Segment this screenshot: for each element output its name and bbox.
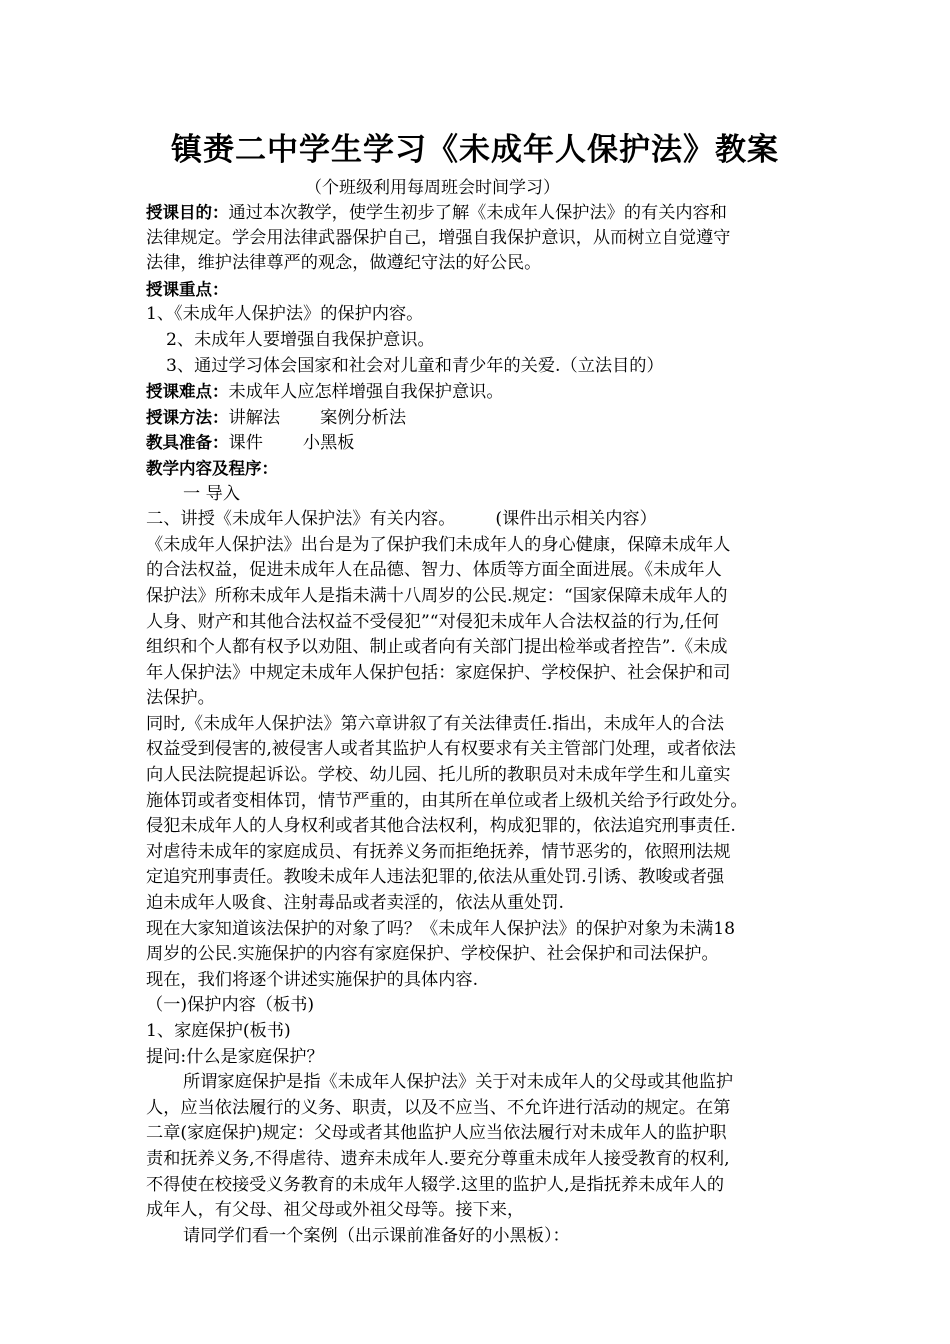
text-line: 迫未成年人吸食、注射毒品或者卖淫的，依法从重处罚. (146, 893, 564, 914)
tools-label: 教具准备： (146, 433, 229, 453)
step-2: 二、讲授《未成年人保护法》有关内容。 (146, 509, 456, 530)
page-title: 镇赉二中学生学习《未成年人保护法》教案 (171, 132, 779, 168)
focus-label: 授课重点： (146, 279, 229, 299)
text-line: 所谓家庭保护是指《未成年人保护法》关于对未成年人的父母或其他监护 (183, 1072, 734, 1093)
subtitle: （个班级利用每周班会时间学习） (305, 178, 560, 198)
text-line: 请同学们看一个案例（出示课前准备好的小黑板）： (183, 1225, 570, 1246)
text-line: 现在大家知道该法保护的对象了吗？《未成年人保护法》的保护对象为未满18 (146, 918, 736, 939)
tools-line (146, 430, 812, 456)
text-line: 法律规定。学会用法律武器保护自己，增强自我保护意识，从而树立自觉遵守 (146, 227, 731, 248)
content-label: 教学内容及程序： (146, 458, 278, 478)
method-1: 讲解法 (228, 407, 281, 428)
purpose-label: 授课目的： (146, 203, 229, 222)
text-line: 法保护。 (146, 688, 215, 709)
focus-item: 2、未成年人要增强自我保护意识。 (166, 329, 435, 350)
text-line: 对虐待未成年的家庭成员、有抚养义务而拒绝抚养，情节恶劣的，依照刑法规 (146, 841, 731, 862)
text-line: 组织和个人都有权予以劝阻、制止或者向有关部门提出检举或者控告”.《未成 (146, 637, 728, 658)
tools-1: 课件 (228, 433, 263, 454)
text-line: 现在，我们将逐个讲述实施保护的具体内容. (146, 969, 479, 990)
text-line: 同时,《未成年人保护法》第六章讲叙了有关法律责任.指出，未成年人的合法 (146, 713, 725, 734)
text-line: 侵犯未成年人的人身权利或者其他合法权利，构成犯罪的，依法追究刑事责任. (146, 816, 736, 837)
method-line (146, 405, 812, 431)
focus-item: 3、通过学习体会国家和社会对儿童和青少年的关爱.（立法目的） (166, 355, 664, 376)
text-line: 人身、财产和其他合法权益不受侵犯”“对侵犯未成年人合法权益的行为,任何 (146, 611, 720, 632)
text-line: 二章(家庭保护)规定：父母或者其他监护人应当依法履行对未成年人的监护职 (146, 1123, 727, 1144)
method-label: 授课方法： (146, 407, 229, 427)
text-line: 责和抚养义务,不得虐待、遗弃未成年人.要充分尊重未成年人接受教育的权利, (146, 1148, 730, 1169)
text-line: 年人保护法》中规定未成年人保护包括：家庭保护、学校保护、社会保护和司 (146, 662, 731, 683)
text-line: 保护法》所称未成年人是指未满十八周岁的公民.规定：“国家保障未成年人的 (146, 585, 728, 606)
difficulty-text: 未成年人应怎样增强自我保护意识。 (228, 382, 504, 403)
difficulty-label: 授课难点： (146, 382, 229, 402)
purpose-line (146, 200, 812, 226)
difficulty-line (146, 379, 812, 405)
focus-item: 1、《未成年人保护法》的保护内容。 (146, 304, 424, 325)
subsection-heading: 1、家庭保护(板书) (146, 1021, 291, 1041)
step-2-line (146, 507, 812, 533)
step-2-note: (课件出示相关内容） (495, 509, 657, 530)
tools-2: 小黑板 (302, 433, 355, 454)
text-line: 成年人，有父母、祖父母或外祖父母等。接下来， (146, 1200, 525, 1221)
text-line: 向人民法院提起诉讼。学校、幼儿园、托儿所的教职员对未成年学生和儿童实 (146, 765, 731, 786)
text-line: 法律，维护法律尊严的观念，做遵纪守法的好公民。 (146, 253, 542, 274)
text-line: 周岁的公民.实施保护的内容有家庭保护、学校保护、社会保护和司法保护。 (146, 944, 719, 965)
step-1: 一 导入 (183, 483, 241, 504)
text-line: 权益受到侵害的,被侵害人或者其监护人有权要求有关主管部门处理，或者依法 (146, 739, 736, 760)
method-2: 案例分析法 (320, 407, 407, 428)
text-line: 人，应当依法履行的义务、职责，以及不应当、不允许进行活动的规定。在第 (146, 1097, 731, 1118)
text-line: 的合法权益，促进未成年人在品德、智力、体质等方面全面进展。《未成年人 (146, 560, 722, 581)
document-body (146, 200, 812, 1249)
section-heading: （一)保护内容（板书) (146, 995, 315, 1016)
text-line: 不得使在校接受义务教育的未成年人辍学.这里的监护人,是指抚养未成年人的 (146, 1174, 725, 1195)
text-line: 施体罚或者变相体罚，情节严重的，由其所在单位或者上级机关给予行政处分。 (146, 790, 748, 811)
question-line: 提问:什么是家庭保护？ (146, 1046, 324, 1067)
text-line: 定追究刑事责任。教唆未成年人违法犯罪的,依法从重处罚.引诱、教唆或者强 (146, 867, 725, 888)
text-line: 《未成年人保护法》出台是为了保护我们未成年人的身心健康，保障未成年人 (146, 534, 731, 555)
purpose-text: 通过本次教学，使学生初步了解《未成年人保护法》的有关内容和 (228, 203, 727, 223)
